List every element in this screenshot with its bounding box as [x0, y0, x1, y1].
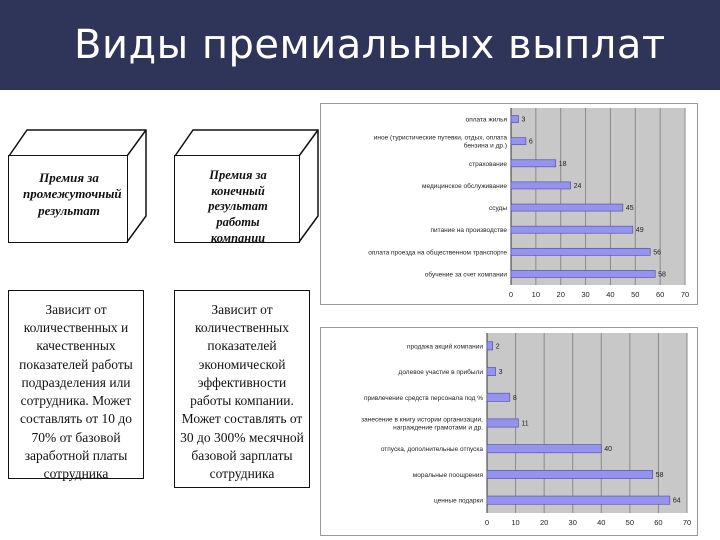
y-tick-label: оплата проезда на общественном транспорте [368, 249, 507, 257]
y-tick-label: привлечение средств персонала под % [364, 394, 483, 402]
y-tick-label: страхование [468, 160, 507, 168]
data-label: 3 [521, 116, 526, 124]
bar [487, 367, 496, 375]
data-label: 56 [653, 249, 661, 257]
x-tick-label: 20 [539, 518, 549, 527]
interim-bonus-label: Премия за промежуточный результат [23, 170, 122, 218]
x-tick-label: 50 [625, 518, 635, 527]
bar [487, 445, 601, 453]
interim-bonus-description: Зависит от количественных и качественных показателей работы подразделения или сотрудника. Может составлять от 10 до 70% от базовой заработной платы сотрудника [8, 290, 144, 479]
x-tick-label: 0 [484, 518, 490, 527]
bar [487, 496, 670, 504]
bar [511, 160, 556, 167]
bar [487, 470, 653, 478]
data-label: 40 [604, 446, 613, 454]
bar [511, 116, 518, 123]
data-label: 49 [635, 227, 644, 235]
slide-title: Виды премиальных выплат [74, 22, 666, 68]
chart-1-svg [321, 104, 697, 304]
bar [487, 393, 510, 401]
y-tick-label: ценные подарки [433, 497, 483, 505]
bar [487, 419, 518, 427]
x-tick-label: 10 [511, 518, 520, 527]
y-tick-label: обучение за счет компании [424, 271, 507, 279]
y-tick-label: занесение в книгу истории организации, [361, 416, 483, 424]
x-tick-label: 0 [508, 290, 514, 299]
bar [511, 138, 526, 145]
y-tick-label: отпуска, дополнительные отпуска [380, 446, 483, 454]
y-tick-label: продажа акций компании [406, 343, 483, 351]
bar [511, 182, 571, 189]
data-label: 2 [495, 343, 500, 351]
data-label: 45 [625, 205, 634, 213]
x-tick-label: 60 [655, 290, 665, 299]
x-tick-label: 60 [654, 518, 663, 527]
y-tick-label: бензина и др.) [463, 142, 507, 150]
data-label: 11 [521, 420, 529, 428]
data-label: 24 [573, 182, 582, 190]
x-tick-label: 10 [531, 290, 541, 299]
y-tick-label: питание на производстве [430, 227, 507, 235]
bar [511, 226, 633, 233]
y-tick-label: моральные поощрения [412, 471, 483, 479]
benefits-chart-2 [320, 327, 698, 536]
x-tick-label: 30 [568, 518, 577, 527]
bar [511, 248, 650, 255]
y-tick-label: награждение грамотами и др. [393, 424, 483, 432]
y-tick-label: долевое участие в прибыли [398, 369, 483, 377]
data-label: 64 [672, 497, 681, 505]
x-tick-label: 70 [680, 290, 690, 299]
data-label: 58 [655, 471, 664, 479]
data-label: 6 [528, 138, 533, 146]
x-tick-label: 40 [597, 518, 606, 527]
bar [511, 204, 623, 211]
x-tick-label: 50 [631, 290, 640, 299]
data-label: 3 [498, 369, 503, 377]
chart-2-svg [321, 328, 697, 535]
x-tick-label: 70 [682, 518, 692, 527]
x-tick-label: 20 [556, 290, 565, 299]
data-label: 58 [658, 271, 666, 279]
x-tick-label: 40 [606, 290, 615, 299]
y-tick-label: медицинское обслуживание [422, 182, 507, 190]
title-bar [0, 0, 720, 90]
final-bonus-label: Премия за конечный результат работы компании [208, 168, 268, 245]
data-label: 8 [512, 394, 517, 402]
benefits-chart-1 [320, 103, 698, 305]
bar [487, 342, 493, 350]
data-label: 18 [558, 160, 567, 168]
bar [511, 270, 655, 277]
x-tick-label: 30 [581, 290, 590, 299]
y-tick-label: иное (туристические путевки, отдых, оплата [373, 134, 507, 142]
y-tick-label: ссуды [489, 205, 507, 213]
final-bonus-description: Зависит от количественных показателей экономической эффективности работы компании. Может составлять от 30 до 300% месячной базовой зарплаты сотрудника [174, 290, 310, 488]
final-bonus-box [174, 155, 300, 243]
interim-bonus-box [8, 155, 128, 243]
plot-area [511, 108, 685, 285]
y-tick-label: оплата жилья [465, 116, 507, 124]
